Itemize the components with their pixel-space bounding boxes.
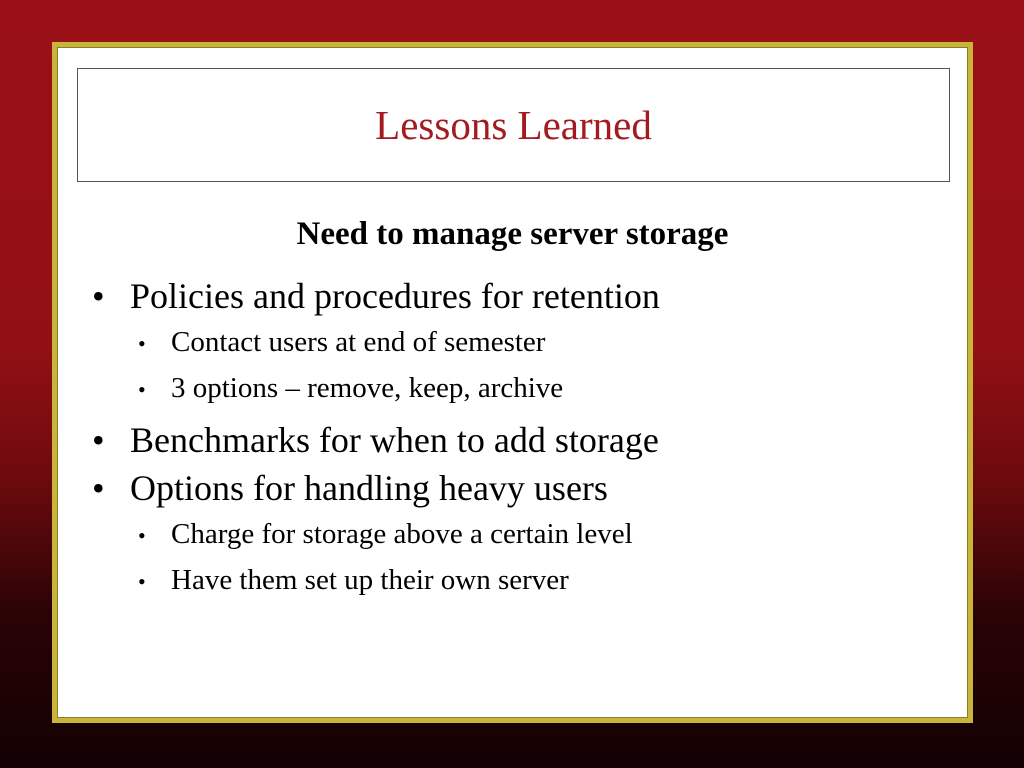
sub-bullet-text: Contact users at end of semester bbox=[171, 326, 546, 358]
bullet-icon: • bbox=[92, 420, 105, 460]
bullet-item bbox=[92, 416, 922, 464]
slide-subtitle: Need to manage server storage bbox=[296, 216, 729, 252]
sub-bullet-icon: • bbox=[138, 331, 146, 356]
bullet-text: Options for handling heavy users bbox=[130, 468, 608, 508]
bullet-item bbox=[92, 272, 922, 412]
slide-content bbox=[57, 47, 968, 718]
bullet-icon: • bbox=[92, 468, 105, 508]
sub-bullet-text: Have them set up their own server bbox=[171, 564, 569, 596]
bullet-item bbox=[92, 464, 922, 604]
bullet-text: Policies and procedures for retention bbox=[130, 276, 660, 316]
sub-bullet-icon: • bbox=[138, 569, 146, 594]
bullet-icon: • bbox=[92, 276, 105, 316]
bullet-list bbox=[92, 272, 922, 608]
sub-bullet-icon: • bbox=[138, 377, 146, 402]
title-box bbox=[77, 68, 950, 182]
sub-bullet-text: 3 options – remove, keep, archive bbox=[171, 372, 564, 404]
sub-bullet-list bbox=[92, 320, 922, 412]
sub-bullet-item bbox=[138, 320, 922, 366]
sub-bullet-item bbox=[138, 366, 922, 412]
sub-bullet-list bbox=[92, 512, 922, 604]
slide-frame bbox=[52, 42, 973, 723]
sub-bullet-text: Charge for storage above a certain level bbox=[171, 518, 633, 550]
sub-bullet-item bbox=[138, 512, 922, 558]
sub-bullet-icon: • bbox=[138, 523, 146, 548]
bullet-text: Benchmarks for when to add storage bbox=[130, 420, 659, 460]
sub-bullet-item bbox=[138, 558, 922, 604]
slide-title: Lessons Learned bbox=[375, 101, 652, 148]
